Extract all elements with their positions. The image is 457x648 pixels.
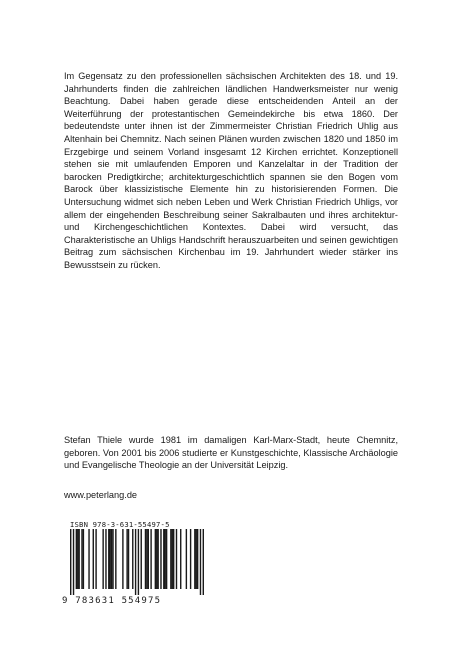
barcode-bar <box>163 529 164 589</box>
barcode-bar <box>157 529 158 589</box>
barcode-guard-bar <box>73 529 74 595</box>
barcode-guard-bar <box>203 529 204 595</box>
barcode-bar <box>78 529 79 589</box>
barcode-guard-bar <box>138 529 139 595</box>
barcode-bar <box>180 529 181 589</box>
barcode-bar <box>102 529 103 589</box>
barcode-bar <box>194 529 195 589</box>
barcode-bar <box>156 529 157 589</box>
barcode-bar <box>197 529 198 589</box>
author-biography: Stefan Thiele wurde 1981 im damaligen Karl-Marx-Stadt, heute Chemnitz, geboren. Von 2001 bis 2006 studierte er Kunstgeschichte, Klassische Archäologie und Evangelische Theologie an der Universität Leipzig. <box>64 435 398 471</box>
isbn-barcode <box>62 520 208 608</box>
barcode-bar <box>160 529 161 589</box>
barcode-bar <box>95 529 96 589</box>
barcode-bar <box>146 529 147 589</box>
isbn-label: ISBN 978-3-631-55497-5 <box>70 520 170 529</box>
barcode-bar <box>93 529 94 589</box>
barcode-bar <box>173 529 174 589</box>
barcode-bar <box>166 529 167 589</box>
barcode-guard-bar <box>70 529 71 595</box>
barcode-bar <box>88 529 89 589</box>
barcode-bar <box>148 529 149 589</box>
barcode-bar <box>176 529 177 589</box>
barcode-guard-bar <box>135 529 136 595</box>
barcode-bars <box>70 529 204 595</box>
publisher-website-link[interactable]: www.peterlang.de <box>64 490 138 500</box>
barcode-bar <box>132 529 133 589</box>
barcode-bar <box>150 529 151 589</box>
barcode-bar <box>155 529 156 589</box>
barcode-bar <box>170 529 171 589</box>
barcode-bar <box>190 529 191 589</box>
barcode-bar <box>112 529 113 589</box>
barcode-bar <box>186 529 187 589</box>
barcode-bar <box>109 529 110 589</box>
barcode-bar <box>196 529 197 589</box>
barcode-bar <box>141 529 142 589</box>
barcode-digits: 9 783631 554975 <box>62 596 162 606</box>
barcode-bar <box>126 529 127 589</box>
barcode-bar <box>105 529 106 589</box>
barcode-bar <box>76 529 77 589</box>
barcode-guard-bar <box>200 529 201 595</box>
barcode-bar <box>172 529 173 589</box>
barcode-bar <box>165 529 166 589</box>
barcode-bar <box>83 529 84 589</box>
barcode-bar <box>145 529 146 589</box>
barcode-bar <box>115 529 116 589</box>
book-description: Im Gegensatz zu den professionellen sächsischen Architekten des 18. und 19. Jahrhunderts finden die zahlreichen ländlichen Handwerksmeister nur wenig Beachtung. Dabei haben gerade diese entscheidenden Anteil an der Weiterführung der protestantischen Gemeindekirche bis etwa 1860. Der bedeutendste unter ihnen ist der Zimmermeister Christian Friedrich Uhlig aus Altenhain bei Chemnitz. Nach seinen Plänen wurden zwischen 1820 und 1850 im Erzgebirge und seinem Vorland insgesamt 12 Kirchen errichtet. Konzeptionell stehen sie mit umlaufenden Emporen und Kanzelaltar in der Tradition der barocken Predigtkirche; architekturgeschichtlich spannen sie den Bogen vom Barock über klassizistische Elemente hin zu historisierenden Formen. Die Untersuchung widmet sich neben Leben und Werk Christian Friedrich Uhligs, vor allem der eingehenden Beschreibung seiner Sakralbauten und ihres architektur- und Kirchengeschichtlichen Kontextes. Dabei wird versucht, das Charakteristische an Uhligs Handschrift herauszuarbeiten und seinen gewichtigen Beitrag zum sächsischen Kirchenbau im 19. Jahrhundert wieder stärker ins Bewusstsein zu rücken. <box>64 71 398 270</box>
barcode-bar <box>81 529 82 589</box>
barcode-bar <box>128 529 129 589</box>
barcode-bar <box>122 529 123 589</box>
barcode-bar <box>111 529 112 589</box>
barcode-bar <box>108 529 109 589</box>
barcode-bar <box>77 529 78 589</box>
